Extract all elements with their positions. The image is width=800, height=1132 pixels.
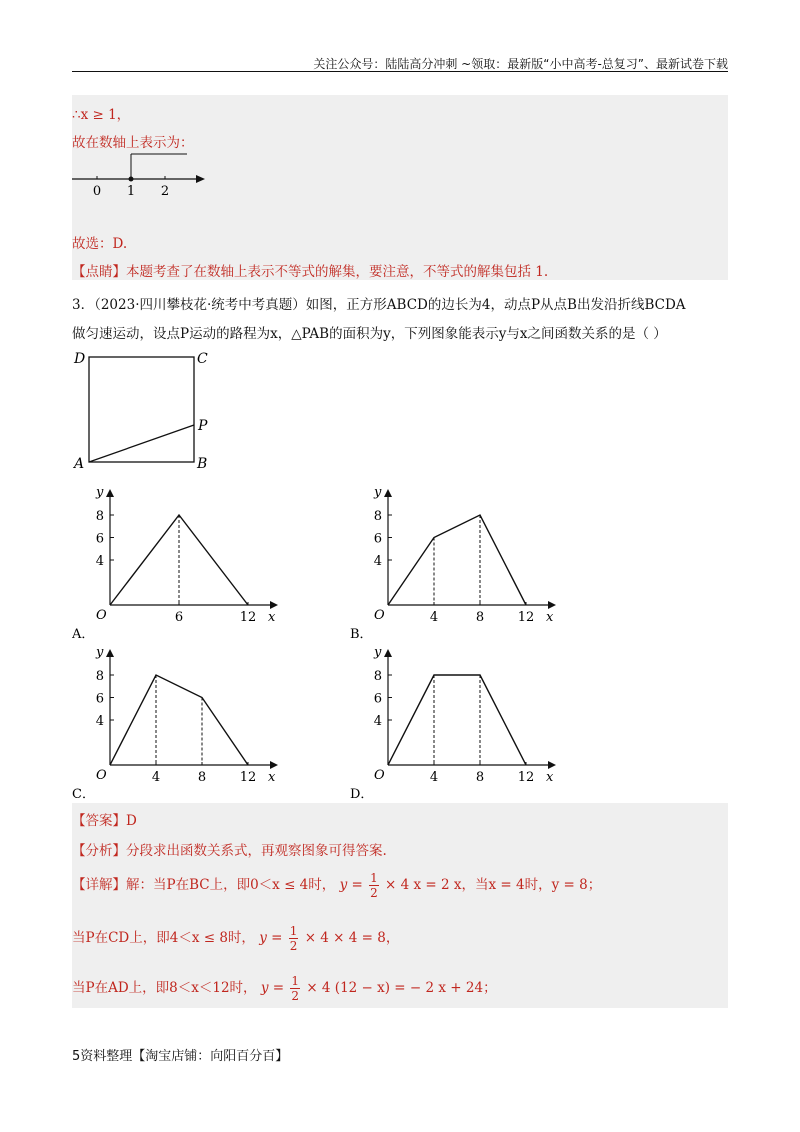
detail-l2-a: 当P在CD上，即4＜x ≤ 8时， (72, 930, 255, 946)
detail-l2-b: × 4 × 4 = 8， (304, 930, 400, 946)
series-line (388, 675, 526, 765)
y-tick-label: 4 (373, 554, 382, 569)
detail-l3-b: × 4 (12 − x) = − 2 x + 24； (306, 980, 497, 996)
y-axis-label: y (374, 485, 382, 500)
axis-label-2: 2 (160, 184, 170, 199)
x-tick-label: 12 (239, 770, 257, 785)
y-axis-label: y (374, 645, 382, 660)
y-axis-arrow (384, 649, 392, 657)
option-label: D． (350, 787, 374, 800)
y-axis-arrow (384, 489, 392, 497)
page-header: 关注公众号：陆陆高分冲刺 ~领取：最新版“小中高考-总复习”、最新试卷下载 (313, 57, 728, 71)
x-tick-label: 8 (475, 770, 485, 785)
fraction-den: 2 (370, 886, 378, 900)
series-line (110, 675, 248, 765)
y-tick-label: 8 (95, 669, 104, 684)
y-tick-label: 4 (373, 714, 382, 729)
option-chart-1 (350, 480, 560, 640)
origin-label: O (374, 768, 385, 783)
origin-label: O (96, 608, 107, 623)
y-tick-label: 4 (95, 714, 104, 729)
x-axis-arrow (270, 761, 278, 769)
footer-text: 资料整理【淘宝店铺：向阳百分百】 (80, 1049, 289, 1064)
detail-l3-y: y = (260, 980, 285, 996)
question-line2: 做匀速运动，设点P运动的路程为x，△PAB的面积为y，下列图象能表示y与x之间函数关系的是（ ） (72, 326, 667, 342)
x-tick-label: 4 (429, 770, 439, 785)
y-tick-label: 4 (95, 554, 104, 569)
y-tick-label: 6 (95, 531, 104, 547)
option-chart-3 (350, 640, 560, 800)
option-chart-0 (72, 480, 282, 640)
option-label: A． (72, 627, 95, 640)
x-tick-label: 12 (517, 770, 535, 785)
fraction-num: 1 (289, 924, 298, 938)
y-axis-arrow (106, 649, 114, 657)
header-rule (72, 71, 728, 72)
analysis-text: 分段求出函数关系式，再观察图象可得答案. (126, 843, 387, 859)
option-label: B． (350, 627, 373, 640)
detail-l1-b: × 4 x = 2 x，当x = 4时，y = 8； (385, 877, 602, 893)
x-tick-label: 12 (517, 610, 535, 625)
x-axis-label: x (268, 610, 276, 625)
x-tick-label: 4 (151, 770, 161, 785)
x-tick-label: 12 (239, 610, 257, 625)
x-tick-label: 8 (475, 610, 485, 625)
label-P: P (198, 418, 208, 434)
x-axis-arrow (270, 601, 278, 609)
analysis-line (72, 839, 387, 859)
fraction-num: 1 (291, 974, 300, 988)
comment-tag: 【点睛】 (72, 264, 126, 280)
axis-label-1: 1 (126, 184, 136, 199)
detail-line1 (72, 872, 601, 899)
detail-l1-y: y = (339, 877, 363, 893)
axis-label-0: 0 (92, 184, 102, 199)
page-number: 5 (72, 1049, 81, 1064)
x-tick-label: 8 (197, 770, 207, 785)
series-line (388, 515, 526, 605)
fraction-den: 2 (291, 989, 300, 1003)
fraction-num: 1 (370, 871, 378, 885)
fraction-half (290, 975, 300, 1002)
option-chart-2 (72, 640, 282, 800)
x-axis-arrow (548, 601, 556, 609)
fraction-den: 2 (289, 939, 298, 953)
label-A: A (74, 456, 85, 472)
question-line1: 3．（2023·四川攀枝花·统考中考真题）如图，正方形ABCD的边长为4，动点P从点B出发沿折线BCDA (72, 297, 686, 313)
origin-label: O (374, 608, 385, 623)
x-axis-label: x (546, 610, 554, 625)
page-footer (72, 1045, 288, 1064)
x-axis-label: x (546, 770, 554, 785)
y-tick-label: 8 (95, 509, 104, 524)
label-D: D (74, 351, 86, 367)
origin-label: O (96, 768, 107, 783)
option-label: C． (72, 787, 95, 800)
fraction-half (369, 872, 379, 899)
answer-value: D (126, 813, 137, 829)
y-tick-label: 8 (373, 669, 382, 684)
answer-line (72, 809, 137, 829)
y-axis-arrow (106, 489, 114, 497)
y-axis-label: y (96, 485, 104, 500)
prev-comment (72, 260, 548, 280)
detail-l1-a: 解：当P在BC上，即0＜x ≤ 4时， (126, 877, 336, 893)
detail-line2 (72, 925, 399, 952)
y-tick-label: 6 (95, 691, 104, 707)
detail-line3 (72, 975, 497, 1002)
x-tick-label: 4 (429, 610, 439, 625)
prev-line1: ∴x ≥ 1， (72, 107, 131, 123)
x-tick-label: 6 (174, 610, 184, 625)
comment-text: 本题考查了在数轴上表示不等式的解集，要注意，不等式的解集包括 1. (126, 264, 549, 280)
y-tick-label: 6 (373, 531, 382, 547)
square-figure (70, 345, 220, 475)
label-C: C (197, 351, 208, 367)
analysis-tag: 【分析】 (72, 843, 126, 859)
y-axis-label: y (96, 645, 104, 660)
x-axis-arrow (548, 761, 556, 769)
prev-line2: 故在数轴上表示为： (72, 135, 194, 151)
detail-l3-a: 当P在AD上，即8＜x＜12时， (72, 980, 257, 996)
number-line (72, 148, 212, 200)
y-tick-label: 8 (373, 509, 382, 524)
answer-tag: 【答案】 (72, 813, 126, 829)
fraction-half (289, 925, 299, 952)
detail-tag: 【详解】 (72, 877, 126, 893)
label-B: B (197, 456, 208, 472)
detail-l2-y: y = (259, 930, 283, 946)
x-axis-label: x (268, 770, 276, 785)
y-tick-label: 6 (373, 691, 382, 707)
prev-choice: 故选：D. (72, 236, 128, 252)
